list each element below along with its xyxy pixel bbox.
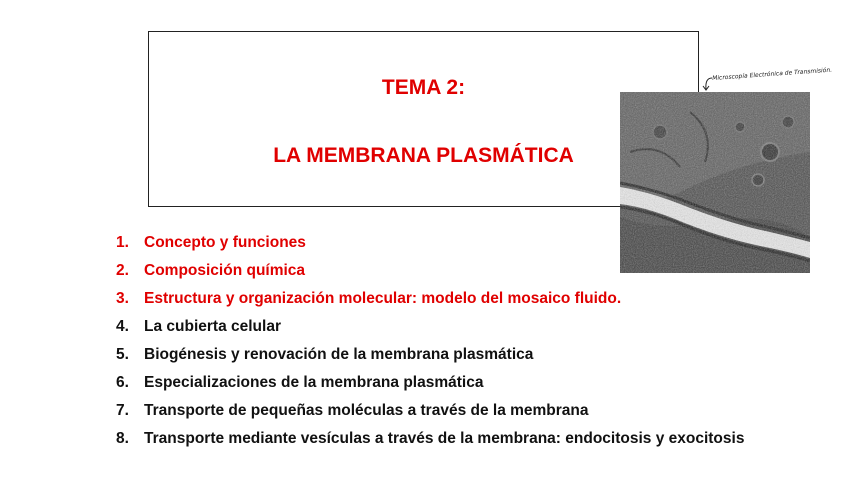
topic-list: [116, 232, 744, 456]
topic-item-1: 1. Concepto y funciones: [116, 234, 306, 251]
topic-item-7: 7. Transporte de pequeñas moléculas a través de la membrana: [116, 402, 589, 419]
title-box: [148, 31, 699, 207]
slide-title-line-2: LA MEMBRANA PLASMÁTICA: [273, 144, 574, 167]
topic-item-5: 5. Biogénesis y renovación de la membrana plasmática: [116, 346, 534, 363]
slide-title-line-1: TEMA 2:: [381, 76, 466, 99]
topic-item-3: 3. Estructura y organización molecular: modelo del mosaico fluido.: [116, 290, 622, 307]
topic-item-8: 8. Transporte mediante vesículas a través de la membrana: endocitosis y exocitosis: [116, 430, 745, 447]
topic-item-4: 4. La cubierta celular: [116, 318, 281, 335]
topic-item-6: 6. Especializaciones de la membrana plasmática: [116, 374, 484, 391]
image-caption: Microscopía Electrónica de Transmisión.: [712, 66, 833, 82]
topic-item-2: 2. Composición química: [116, 262, 306, 279]
